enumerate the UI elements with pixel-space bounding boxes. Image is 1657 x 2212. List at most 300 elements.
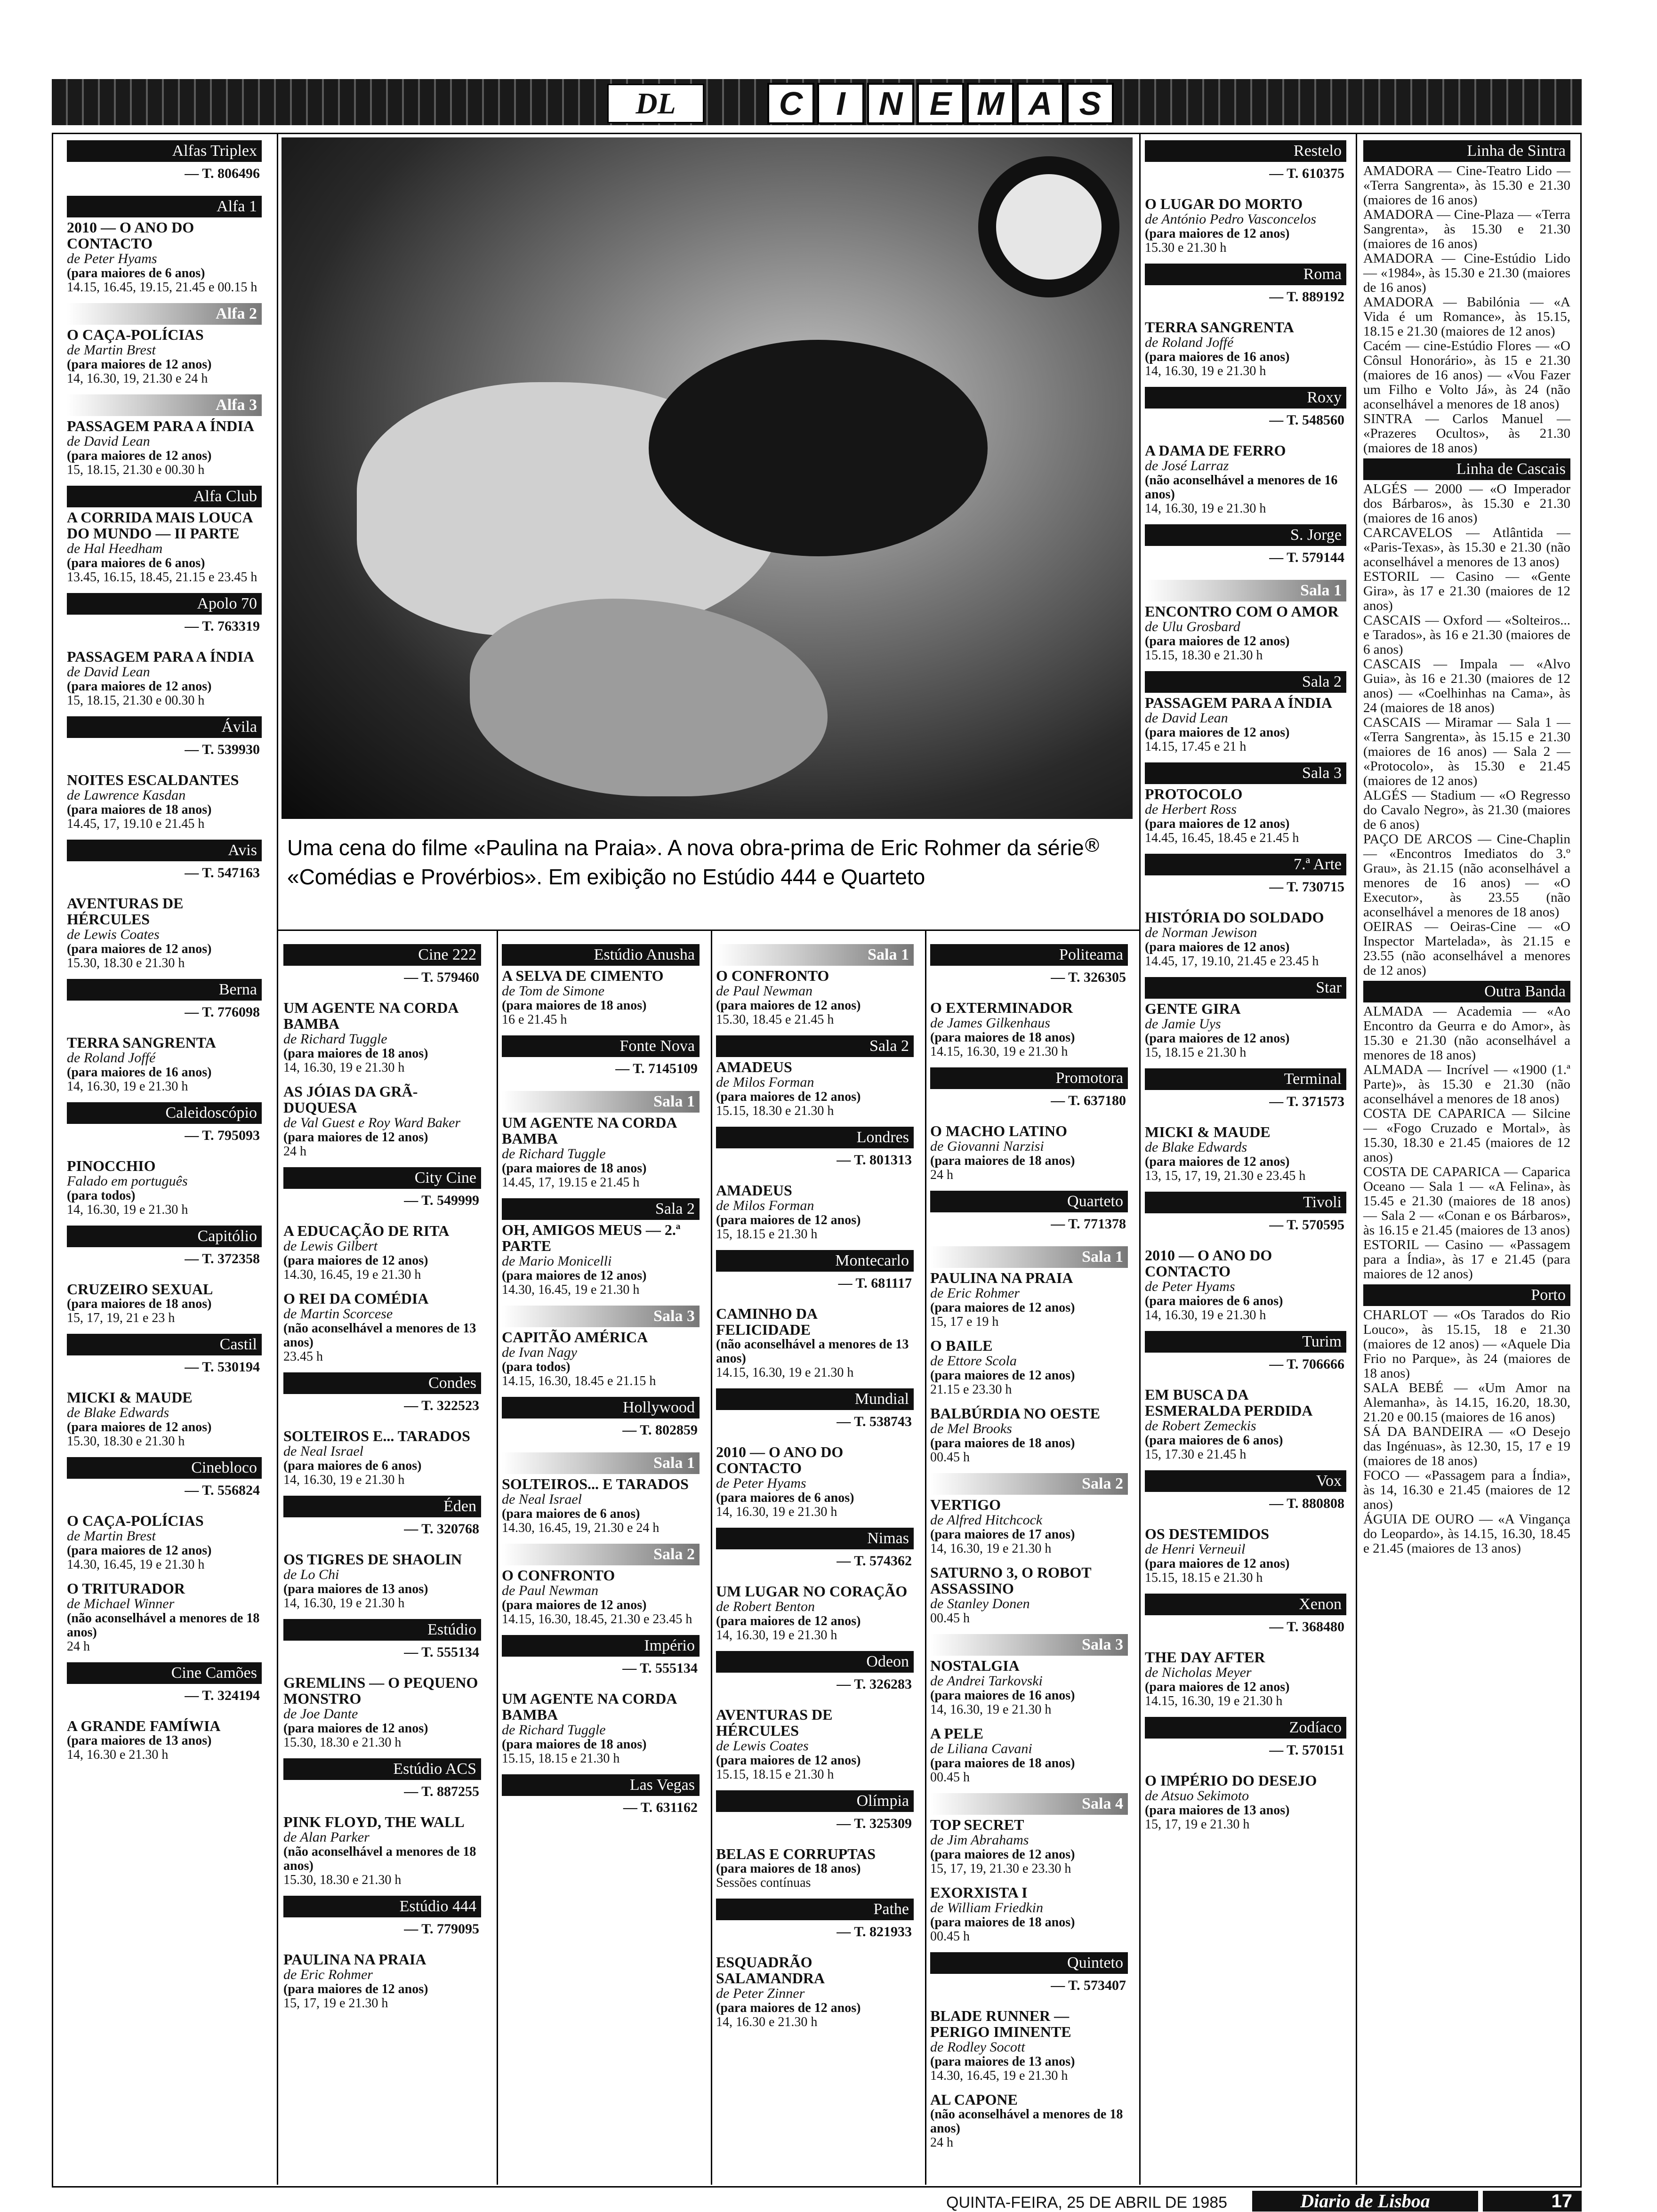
cinema-name-bar: Cine Camões (67, 1662, 262, 1684)
cinema-name-bar: Sala 3 (502, 1306, 700, 1327)
film-director: de Liliana Cavani (930, 1741, 1032, 1756)
footer-brand: Diario de Lisboa (1252, 2191, 1478, 2212)
film-listing (716, 1059, 914, 1118)
regional-listing: COSTA DE CAPARICA — Caparica Oceano — Sala 1 — «A Felina», às 15.45 e 21.30 (maiores de 18 anos) — Sala 2 — «Conan e os Bárbaros», às 16.15 e 21.45 (maiores de 13 anos) (1363, 1164, 1570, 1238)
film-director: de Lawrence Kasdan (67, 787, 186, 803)
film-times: 14, 16.30, 19 e 21.30 h (283, 1060, 405, 1075)
film-title: AVENTURAS DE HÉRCULES (67, 895, 184, 928)
cinema-name-bar: Cinebloco (67, 1457, 262, 1479)
cinema-name-bar: Terminal (1145, 1068, 1346, 1090)
film-listing (67, 649, 262, 708)
film-director: de David Lean (67, 433, 150, 449)
cinema-name-bar: Promotora (930, 1067, 1128, 1089)
film-title: MICKI & MAUDE (67, 1389, 193, 1406)
cinema-phone: — T. 801313 (837, 1152, 912, 1168)
film-director: de Ettore Scola (930, 1353, 1017, 1369)
title-letter: M (967, 83, 1014, 124)
cinema-name-bar: Capitólio (67, 1226, 262, 1247)
film-listing (1145, 1247, 1346, 1322)
cinema-name-bar: Zodíaco (1145, 1717, 1346, 1739)
film-director: de Milos Forman (716, 1074, 814, 1090)
cinema-phone: — T. 637180 (1051, 1093, 1126, 1108)
cinema-phone: — T. 570151 (1269, 1742, 1344, 1758)
film-listing (1145, 196, 1346, 255)
film-listing (930, 2092, 1128, 2150)
cinema-phone: — T. 324194 (185, 1688, 260, 1703)
cinema-name-bar: Estúdio ACS (283, 1758, 481, 1780)
regional-listing: AMADORA — Cine-Estúdio Lido — «1984», às 15.30 e 21.30 (maiores de 16 anos) (1363, 251, 1570, 295)
photo-credit-mark: ® (1083, 835, 1102, 857)
film-listing (67, 1158, 262, 1217)
film-rating: (para maiores de 18 anos) (930, 1030, 1075, 1045)
film-times: 00.45 h (930, 1450, 970, 1465)
film-director: de Peter Hyams (67, 251, 157, 266)
film-listing (502, 1329, 700, 1388)
film-rating: (não aconselhável a menores de 18 anos) (283, 1844, 476, 1873)
film-times: 15, 17, 19 e 21.30 h (1145, 1817, 1250, 1832)
film-rating: (para maiores de 13 anos) (930, 2054, 1075, 2069)
film-director: de Eric Rohmer (283, 1967, 373, 1982)
film-listing (716, 1846, 914, 1890)
film-title: A CORRIDA MAIS LOUCA DO MUNDO — II PARTE (67, 509, 252, 542)
film-listing (930, 1497, 1128, 1556)
cinema-phone: — T. 610375 (1269, 166, 1344, 181)
cinema-name-bar: Nimas (716, 1528, 914, 1549)
film-listing (67, 772, 262, 831)
cinema-name-bar: Las Vegas (502, 1774, 700, 1796)
film-title: OH, AMIGOS MEUS — 2.ª PARTE (502, 1221, 681, 1254)
film-director: de Eric Rohmer (930, 1285, 1020, 1301)
cinema-name-bar: Porto (1363, 1284, 1570, 1306)
cinema-name-bar: Vox (1145, 1470, 1346, 1492)
film-times: 14.45, 17, 19.10 e 21.45 h (67, 817, 205, 831)
column-rule (277, 133, 278, 2185)
cinema-name-bar: Condes (283, 1372, 481, 1394)
film-listing (67, 327, 262, 386)
film-title: NOSTALGIA (930, 1657, 1020, 1674)
film-listing (283, 1951, 481, 2011)
film-title: UM LUGAR NO CORAÇÃO (716, 1583, 908, 1600)
section-title (767, 83, 1117, 124)
film-rating: (para maiores de 13 anos) (283, 1582, 428, 1596)
film-listing (930, 1405, 1128, 1465)
film-director: de Peter Hyams (716, 1475, 806, 1491)
cinema-name-bar: Alfa Club (67, 486, 262, 507)
cinema-name-bar: Avis (67, 840, 262, 861)
film-times: 00.45 h (930, 1770, 970, 1785)
film-listing (716, 1306, 914, 1380)
film-rating: (para maiores de 6 anos) (1145, 1433, 1283, 1448)
cinema-phone: — T. 730715 (1269, 879, 1344, 895)
column-3 (502, 941, 700, 1830)
film-times: 14.30, 16.45, 19 e 21.30 h (930, 2068, 1068, 2083)
film-rating: (para maiores de 6 anos) (283, 1459, 422, 1473)
film-director: de Lewis Coates (716, 1738, 809, 1754)
cinema-name-bar: Sala 1 (930, 1246, 1128, 1268)
film-times: 14, 16.30, 19 e 21.30 h (283, 1473, 405, 1487)
film-title: A GRANDE FAMÍWIA (67, 1717, 221, 1734)
film-rating: (não aconselhável a menores de 16 anos) (1145, 473, 1338, 502)
film-director: de António Pedro Vasconcelos (1145, 211, 1317, 227)
cinema-phone: — T. 372358 (185, 1251, 260, 1266)
cinema-name-bar: Sala 4 (930, 1793, 1128, 1815)
regional-listing: AMADORA — Cine-Plaza — «Terra Sangrenta», às 15.30 e 21.30 (maiores de 16 anos) (1363, 207, 1570, 251)
film-times: 15, 17, 19, 21 e 23 h (67, 1311, 175, 1325)
film-director: de Peter Hyams (1145, 1279, 1235, 1294)
film-rating: (não aconselhável a menores de 13 anos) (283, 1321, 476, 1350)
film-rating: (para maiores de 6 anos) (67, 556, 205, 570)
film-rating: (para maiores de 12 anos) (1145, 1556, 1290, 1571)
film-times: 15, 17, 19, 21.30 e 23.30 h (930, 1861, 1071, 1876)
cinema-phone: — T. 539930 (185, 742, 260, 757)
cinema-name-bar: Outra Banda (1363, 981, 1570, 1002)
film-director: de Lewis Gilbert (283, 1238, 378, 1254)
film-title: NOITES ESCALDANTES (67, 771, 239, 788)
film-listing (1145, 1649, 1346, 1708)
film-times: 14.45, 17, 19.15 e 21.45 h (502, 1175, 640, 1190)
film-director: de Neal Israel (283, 1443, 363, 1459)
film-times: 14.30, 16.45, 19, 21.30 e 24 h (502, 1521, 660, 1535)
cinema-name-bar: Roma (1145, 264, 1346, 285)
film-times: 15.30, 18.45 e 21.45 h (716, 1012, 834, 1027)
film-director: de Blake Edwards (1145, 1139, 1247, 1155)
film-rating: (não aconselhável a menores de 18 anos) (67, 1611, 260, 1640)
column-1 (67, 137, 262, 1771)
film-title: O CONFRONTO (716, 967, 829, 984)
film-listing (1145, 786, 1346, 845)
cinema-name-bar: Mundial (716, 1388, 914, 1410)
cinema-name-bar: Castil (67, 1334, 262, 1355)
film-times: 15.15, 18.30 e 21.30 h (716, 1104, 834, 1118)
film-times: 24 h (283, 1144, 306, 1159)
cinema-phone: — T. 573407 (1051, 1978, 1126, 1993)
film-rating: (para maiores de 18 anos) (283, 1046, 428, 1061)
film-rating: (para maiores de 12 anos) (716, 998, 861, 1013)
film-rating: (para maiores de 18 anos) (502, 998, 647, 1013)
cinema-phone: — T. 779095 (404, 1921, 479, 1937)
film-rating: (para maiores de 12 anos) (67, 1543, 212, 1558)
film-director: de Tom de Simone (502, 983, 605, 999)
cinema-phone: — T. 579144 (1269, 550, 1344, 565)
film-director: de Martin Brest (67, 1528, 156, 1544)
film-director: Falado em português (67, 1173, 188, 1189)
cinema-name-bar: Éden (283, 1496, 481, 1517)
cinema-name-bar: Alfa 3 (67, 394, 262, 416)
film-listing (502, 1691, 700, 1766)
cinema-name-bar: Hollywood (502, 1397, 700, 1419)
film-title: PAULINA NA PRAIA (930, 1269, 1073, 1286)
film-rating: (para maiores de 12 anos) (716, 1213, 861, 1227)
film-director: de Rodley Socott (930, 2039, 1025, 2055)
page-footer (946, 2191, 1582, 2212)
cinema-phone: — T. 555134 (404, 1644, 479, 1660)
photo-lamp (978, 156, 1119, 297)
cinema-name-bar: Sala 1 (1145, 580, 1346, 601)
film-still-photo (282, 137, 1133, 819)
cinema-phone: — T. 681117 (838, 1275, 912, 1291)
cinema-phone: — T. 548560 (1269, 412, 1344, 428)
cinema-name-bar: Caleidoscópio (67, 1102, 262, 1124)
film-listing (930, 1000, 1128, 1059)
film-rating: (para maiores de 12 anos) (283, 1721, 428, 1736)
film-rating: (para maiores de 16 anos) (1145, 350, 1290, 364)
film-times: 15, 17.30 e 21.45 h (1145, 1447, 1247, 1462)
cinema-name-bar: Star (1145, 977, 1346, 999)
title-letter: A (1017, 83, 1064, 124)
newspaper-logo: DL (607, 84, 704, 123)
film-times: 24 h (930, 1168, 953, 1182)
film-times: 14, 16.30, 19 e 21.30 h (1145, 1308, 1266, 1322)
photo-sheet (470, 599, 828, 796)
regional-listing: AMADORA — Babilónia — «A Vida é um Romance», às 15.15, 18.15 e 21.30 (maiores de 12 anos) (1363, 295, 1570, 339)
film-times: 15.30 e 21.30 h (1145, 240, 1227, 255)
film-director: de Atsuo Sekimoto (1145, 1788, 1249, 1803)
cinema-name-bar: Linha de Sintra (1363, 140, 1570, 162)
film-listing (502, 1114, 700, 1190)
cinema-name-bar: Ávila (67, 716, 262, 738)
film-listing (283, 1428, 481, 1487)
film-listing (283, 1675, 481, 1750)
cinema-name-bar: Quarteto (930, 1191, 1128, 1212)
film-director: de Milos Forman (716, 1198, 814, 1213)
film-listing (716, 1583, 914, 1643)
cinema-phone: — T. 806496 (185, 166, 260, 181)
film-rating: (para todos) (502, 1360, 571, 1374)
film-listing (1145, 603, 1346, 663)
film-rating: (para maiores de 12 anos) (716, 1614, 861, 1628)
regional-listing: ALMADA — Academia — «Ao Encontro da Geurra e do Amor», às 15.30 e 21.30 (não aconselhável a menores de 18 anos) (1363, 1004, 1570, 1063)
film-title: SATURNO 3, O ROBOT ASSASSINO (930, 1564, 1091, 1597)
film-director: de Norman Jewison (1145, 925, 1257, 940)
film-rating: (não aconselhável a menores de 18 anos) (930, 2107, 1123, 2136)
film-times: 24 h (67, 1639, 90, 1654)
film-times: 14, 16.30, 19 e 21.30 h (930, 1702, 1052, 1717)
film-times: 14, 16.30, 19 e 21.30 h (67, 1079, 188, 1094)
film-listing (716, 968, 914, 1027)
film-times: Sessões contínuas (716, 1875, 811, 1890)
film-times: 14, 16.30 e 21.30 h (67, 1747, 169, 1762)
film-rating: (para maiores de 12 anos) (930, 1300, 1075, 1315)
film-title: AMADEUS (716, 1182, 792, 1199)
film-times: 00.45 h (930, 1929, 970, 1944)
column-5 (930, 941, 1128, 2158)
film-times: 14, 16.30, 19 e 21.30 h (716, 1628, 837, 1643)
regional-listing: ALGÉS — Stadium — «O Regresso do Cavalo Negro», às 21.30 (maiores de 6 anos) (1363, 788, 1570, 832)
cinema-phone: — T. 763319 (185, 618, 260, 634)
cinema-name-bar: Alfa 2 (67, 303, 262, 325)
film-title: O EXTERMINADOR (930, 999, 1073, 1016)
cinema-name-bar: Sala 3 (1145, 762, 1346, 784)
film-listing (1145, 1001, 1346, 1060)
film-director: de Hal Heedham (67, 541, 163, 556)
film-listing (716, 1182, 914, 1242)
regional-listing: ESTORIL — Casino — «Gente Gira», às 17 e 21.30 (maiores de 12 anos) (1363, 569, 1570, 613)
film-title: PAULINA NA PRAIA (283, 1951, 426, 1968)
film-times: 14.30, 16.45, 19 e 21.30 h (502, 1282, 640, 1297)
film-listing (930, 1338, 1128, 1397)
film-times: 15, 17 e 19 h (930, 1314, 999, 1329)
film-title: O LUGAR DO MORTO (1145, 195, 1303, 212)
cinema-phone: — T. 368480 (1269, 1619, 1344, 1635)
cinema-phone: — T. 795093 (185, 1128, 260, 1143)
regional-listing: FOCO — «Passagem para a Índia», às 14, 16.30 e 21.45 (maiores de 12 anos) (1363, 1468, 1570, 1512)
film-rating: (para maiores de 13 anos) (1145, 1803, 1290, 1818)
film-rating: (para maiores de 12 anos) (502, 1268, 647, 1283)
film-rating: (para maiores de 12 anos) (67, 449, 212, 463)
film-times: 15.15, 18.15 e 21.30 h (502, 1751, 620, 1766)
film-director: de David Lean (1145, 710, 1228, 726)
film-rating: (não aconselhável a menores de 13 anos) (716, 1337, 909, 1366)
film-title: BELAS E CORRUPTAS (716, 1845, 876, 1862)
cinema-name-bar: Pathe (716, 1899, 914, 1920)
photo-shadow (649, 340, 988, 556)
film-rating: (para maiores de 12 anos) (1145, 940, 1290, 954)
film-times: 14.15, 16.30, 19 e 21.30 h (716, 1365, 854, 1380)
film-director: de Jamie Uys (1145, 1016, 1221, 1032)
film-listing (930, 1123, 1128, 1182)
regional-listing: ALGÉS — 2000 — «O Imperador dos Bárbaros», às 15.30 e 21.30 (maiores de 16 anos) (1363, 481, 1570, 526)
film-listing (67, 1389, 262, 1449)
cinema-name-bar: City Cine (283, 1167, 481, 1189)
film-title: TERRA SANGRENTA (67, 1034, 216, 1051)
regional-listing: PAÇO DE ARCOS — Cine-Chaplin — «Encontros Imediatos do 3.º Grau», às 21.15 (não aconselhável a menores de 16 anos) — «O Executor», às 23.55 (não aconselhável a menores de 18 anos) (1363, 832, 1570, 920)
film-title: BALBÚRDIA NO OESTE (930, 1405, 1100, 1422)
title-letter: C (767, 83, 814, 124)
cinema-name-bar: Alfas Triplex (67, 140, 262, 162)
film-title: AVENTURAS DE HÉRCULES (716, 1706, 833, 1739)
film-listing (67, 1718, 262, 1762)
film-rating: (para maiores de 6 anos) (716, 1491, 854, 1505)
film-director: de Ivan Nagy (502, 1345, 577, 1360)
film-times: 21.15 e 23.30 h (930, 1382, 1012, 1397)
film-listing (283, 1551, 481, 1611)
cinema-phone: — T. 771378 (1051, 1216, 1126, 1232)
film-rating: (para maiores de 12 anos) (930, 1368, 1075, 1383)
film-title: 2010 — O ANO DO CONTACTO (67, 219, 194, 252)
regional-listing: CHARLOT — «Os Tarados do Rio Louco», às 15.15, 18 e 21.30 (maiores de 12 anos) — «Aquele Dia Frio no Parque», às 24 (maiores de 18 anos) (1363, 1307, 1570, 1381)
column-7 (1363, 137, 1570, 1556)
film-rating: (para maiores de 12 anos) (1145, 1680, 1290, 1694)
cinema-name-bar: 7.ª Arte (1145, 854, 1346, 875)
film-times: 14, 16.30, 19 e 21.30 h (930, 1541, 1052, 1556)
film-listing (930, 1884, 1128, 1944)
cinema-phone: — T. 326283 (837, 1676, 912, 1692)
film-director: de Blake Edwards (67, 1405, 169, 1420)
film-rating: (para maiores de 18 anos) (716, 1861, 861, 1876)
column-4 (716, 941, 914, 2038)
film-times: 15.30, 18.30 e 21.30 h (67, 1434, 185, 1449)
film-listing (930, 1658, 1128, 1717)
film-title: O IMPÉRIO DO DESEJO (1145, 1772, 1317, 1789)
film-director: de Stanley Donen (930, 1596, 1030, 1611)
cinema-phone: — T. 7145109 (615, 1061, 698, 1076)
film-director: de Jim Abrahams (930, 1832, 1029, 1848)
film-title: PASSAGEM PARA A ÍNDIA (67, 417, 254, 434)
film-times: 00.45 h (930, 1611, 970, 1626)
film-listing (930, 1270, 1128, 1329)
film-listing (67, 219, 262, 295)
regional-listing: ÁGUIA DE OURO — «A Vingança do Leopardo», às 14.15, 16.30, 18.45 e 21.45 (maiores de 13 anos) (1363, 1512, 1570, 1556)
film-title: TERRA SANGRENTA (1145, 319, 1294, 336)
film-director: de Lewis Coates (67, 927, 160, 942)
column-6 (1145, 137, 1346, 1840)
film-rating: (para maiores de 18 anos) (502, 1161, 647, 1176)
film-rating: (para maiores de 18 anos) (502, 1737, 647, 1752)
film-rating: (para maiores de 12 anos) (1145, 725, 1290, 740)
film-rating: (para maiores de 17 anos) (930, 1527, 1075, 1542)
photo-caption-text: Uma cena do filme «Paulina na Praia». A nova obra-prima de Eric Rohmer da série «Comédias e Provérbios». Em exibição no Estúdio 444 e Quarteto (287, 835, 1084, 889)
cinema-phone: — T. 555134 (622, 1660, 698, 1676)
film-title: PINK FLOYD, THE WALL (283, 1813, 465, 1830)
film-rating: (para maiores de 18 anos) (930, 1154, 1075, 1168)
film-director: de William Friedkin (930, 1900, 1043, 1915)
film-listing (716, 1954, 914, 2029)
film-title: OS TIGRES DE SHAOLIN (283, 1551, 462, 1568)
cinema-name-bar: Cine 222 (283, 944, 481, 966)
film-title: PASSAGEM PARA A ÍNDIA (67, 648, 254, 665)
film-rating: (para maiores de 18 anos) (930, 1756, 1075, 1771)
film-rating: (para maiores de 12 anos) (283, 1130, 428, 1145)
film-times: 14.15, 16.30, 19 e 21.30 h (1145, 1694, 1283, 1708)
column-rule (1139, 133, 1141, 2185)
film-rating: (para maiores de 6 anos) (1145, 1294, 1283, 1308)
film-title: TOP SECRET (930, 1816, 1024, 1833)
film-title: MICKI & MAUDE (1145, 1123, 1271, 1140)
cinema-phone: — T. 547163 (185, 865, 260, 881)
film-title: PROTOCOLO (1145, 785, 1243, 802)
cinema-phone: — T. 325309 (837, 1816, 912, 1831)
photo-caption (287, 833, 1125, 891)
film-times: 15.30, 18.30 e 21.30 h (283, 1873, 402, 1887)
film-times: 14.45, 16.45, 18.45 e 21.45 h (1145, 831, 1299, 845)
film-times: 15.30, 18.30 e 21.30 h (283, 1735, 402, 1750)
film-title: GENTE GIRA (1145, 1000, 1241, 1017)
film-rating: (para maiores de 16 anos) (67, 1065, 212, 1080)
regional-listing: CASCAIS — Miramar — Sala 1 — «Terra Sangrenta», às 15.15 e 21.30 (maiores de 16 anos) — Sala 2 — «Protocolo», às 15.30 e 21.45 (maiores de 12 anos) (1363, 715, 1570, 788)
film-title: AL CAPONE (930, 2091, 1018, 2108)
regional-listing: ALMADA — Incrível — «1900 (1.ª Parte)», às 15.30 e 21.30 (não aconselhável a menores de 18 anos) (1363, 1062, 1570, 1106)
regional-listing: SALA BEBÉ — «Um Amor na Alemanha», às 14.15, 16.20, 18.30, 21.20 e 00.15 (maiores de 16 anos) (1363, 1380, 1570, 1425)
page-number: 17 (1483, 2191, 1582, 2212)
film-listing (930, 1725, 1128, 1785)
film-title: O REI DA COMÉDIA (283, 1290, 429, 1307)
film-director: de Joe Dante (283, 1706, 358, 1722)
column-rule (1356, 133, 1357, 2185)
film-director: de Roland Joffé (67, 1050, 156, 1066)
film-times: 14.15, 16.45, 19.15, 21.45 e 00.15 h (67, 280, 257, 295)
film-listing (502, 1567, 700, 1627)
film-title: O CONFRONTO (502, 1567, 615, 1584)
film-listing (67, 1034, 262, 1094)
film-director: de Mario Monicelli (502, 1253, 612, 1269)
film-title: SOLTEIROS... E TARADOS (502, 1475, 689, 1492)
film-director: de Herbert Ross (1145, 801, 1237, 817)
film-director: de Robert Zemeckis (1145, 1418, 1256, 1434)
cinema-name-bar: Tivoli (1145, 1192, 1346, 1213)
film-times: 14, 16.30, 19 e 21.30 h (67, 1202, 188, 1217)
film-times: 15, 18.15, 21.30 e 00.30 h (67, 693, 205, 708)
film-times: 15, 17, 19 e 21.30 h (283, 1996, 388, 2011)
film-title: HISTÓRIA DO SOLDADO (1145, 909, 1324, 926)
film-times: 14, 16.30, 19, 21.30 e 24 h (67, 371, 208, 386)
film-rating: (para maiores de 12 anos) (502, 1598, 647, 1612)
film-listing (67, 1513, 262, 1572)
film-times: 15.30, 18.30 e 21.30 h (67, 956, 185, 970)
film-listing (283, 1083, 481, 1159)
film-times: 15, 18.15 e 21.30 h (716, 1227, 818, 1242)
column-2 (283, 941, 481, 2019)
film-title: UM AGENTE NA CORDA BAMBA (502, 1690, 676, 1723)
